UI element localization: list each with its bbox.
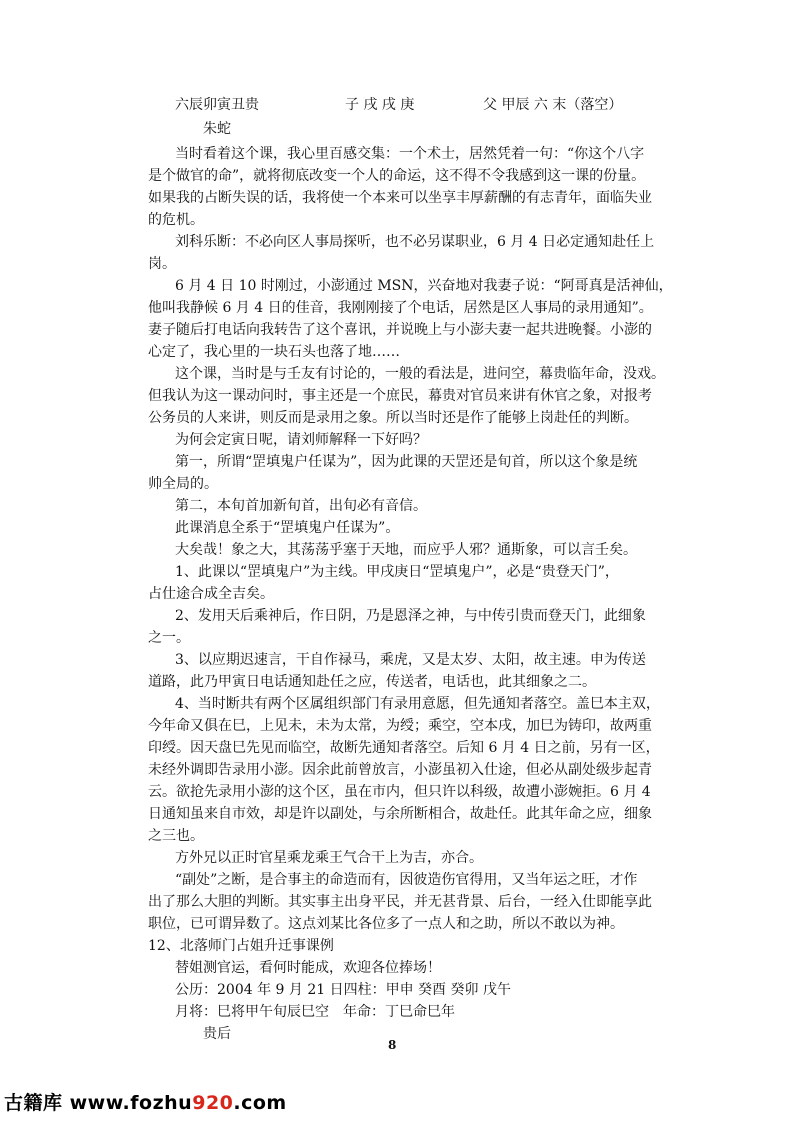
header-col-1: 六辰卯寅丑贵 bbox=[175, 97, 259, 113]
site-watermark[interactable] bbox=[4, 1088, 287, 1115]
body-line: 占仕途合成全吉矣。 bbox=[148, 586, 274, 602]
body-line: 4、当时断共有两个区属组织部门有录用意愿，但先通知者落空。盖巳本主双， bbox=[175, 696, 660, 712]
body-line: 今年命又俱在巳，上见未，未为太常，为绶；乘空，空本戌，加巳为铸印，故两重 bbox=[148, 718, 652, 734]
body-line: 云。欲抢先录用小澎的这个区，虽在市内，但只许以科级，故遭小澎婉拒。6 月 4 bbox=[148, 784, 651, 800]
body-line: 第一，所谓“罡填鬼户任谋为”，因为此课的天罡还是旬首，所以这个象是统 bbox=[175, 454, 638, 470]
body-line: 但我认为这一课动问时，事主还是一个庶民，幕贵对官员来讲有休官之象，对报考 bbox=[148, 388, 652, 404]
body-line: 替姐测官运，看何时能成，欢迎各位捧场！ bbox=[175, 960, 441, 976]
body-line: 心定了，我心里的一块石头也落了地…… bbox=[148, 344, 400, 360]
body-line: 他叫我静候 6 月 4 日的佳音，我刚刚接了个电话，居然是区人事局的录用通知”。 bbox=[148, 300, 653, 316]
body-line: 日通知虽来自市效，却是许以副处，与余所断相合，故赴任。此其年命之应，细象 bbox=[148, 806, 652, 822]
body-line: 第二，本旬首加新旬首，出旬必有音信。 bbox=[175, 498, 427, 514]
header-col-3: 父 甲辰 六 末（落空） bbox=[483, 97, 623, 113]
body-line: 方外兄以正时官星乘龙乘王气合干上为吉，亦合。 bbox=[175, 850, 483, 866]
site-suffix: .com bbox=[233, 1092, 287, 1114]
section-heading: 12、北落师门占姐升迁事课例 bbox=[148, 938, 334, 954]
body-line: 2、发用天后乘神后，作日阴，乃是恩泽之神，与中传引贵而登天门，此细象 bbox=[175, 608, 646, 624]
body-line: 贵后 bbox=[203, 1026, 231, 1042]
body-line: 3、以应期迟速言，干自作禄马，乘虎，又是太岁、太阳，故主速。申为传送 bbox=[175, 652, 646, 668]
header-col-2: 子 戌 戌 庚 bbox=[345, 97, 415, 113]
body-line: 这个课，当时是与壬友有讨论的，一般的看法是，进问空，幕贵临年命，没戏。 bbox=[175, 366, 665, 382]
body-line: 道路，此乃甲寅日电话通知赴任之应，传送者，电话也，此其细象之二。 bbox=[148, 674, 596, 690]
body-line: 帅全局的。 bbox=[148, 476, 218, 492]
body-line: 职位，已可谓异数了。这点刘某比各位多了一点人和之助，所以不敢以为神。 bbox=[148, 916, 624, 932]
site-label: 古籍库 www.fozhu bbox=[4, 1092, 193, 1114]
site-number: 920 bbox=[192, 1092, 234, 1114]
body-line: 出了那么大胆的判断。其实事主出身平民，并无甚背景、后台，一经入仕即能享此 bbox=[148, 894, 652, 910]
body-line: 之一。 bbox=[148, 630, 190, 646]
body-line: 是个做官的命”，就将彻底改变一个人的命运，这不得不令我感到这一课的份量。 bbox=[148, 168, 646, 184]
body-line: 岗。 bbox=[148, 256, 176, 272]
body-line: 未经外调即告录用小澎。因余此前曾放言，小澎虽初入仕途，但必从副处级步起青 bbox=[148, 762, 652, 778]
body-line: 妻子随后打电话向我转告了这个喜讯，并说晚上与小澎夫妻一起共进晚餐。小澎的 bbox=[148, 322, 652, 338]
body-line: 1、此课以“罡填鬼户”为主线。甲戌庚日“罡填鬼户”，必是“贵登天门”， bbox=[175, 564, 619, 580]
body-line: 之三也。 bbox=[148, 828, 204, 844]
body-line: 刘科乐断：不必向区人事局探听，也不必另谋职业，6 月 4 日必定通知赴任上 bbox=[175, 234, 655, 250]
body-line: 此课消息全系于“罡填鬼户任谋为”。 bbox=[175, 520, 400, 536]
body-line: 公务员的人来讲，则反而是录用之象。所以当时还是作了能够上岗赴任的判断。 bbox=[148, 410, 638, 426]
body-line: 为何会定寅日呢，请刘师解释一下好吗？ bbox=[175, 432, 427, 448]
header-col-4: 朱蛇 bbox=[203, 121, 231, 137]
body-line: “副处”之断，是合事主的命造而有，因彼造伤官得用，又当年运之旺，才作 bbox=[175, 872, 638, 888]
body-line: 大矣哉！象之大，其荡荡乎塞于天地，而应乎人邪？通斯象，可以言壬矣。 bbox=[175, 542, 637, 558]
body-line: 印绶。因天盘巳先见而临空，故断先通知者落空。后知 6 月 4 日之前，另有一区， bbox=[148, 740, 660, 756]
body-line: 的危机。 bbox=[148, 212, 204, 228]
body-line: 当时看着这个课，我心里百感交集：一个术士，居然凭着一句：“你这个八字 bbox=[175, 146, 645, 162]
body-line: 月将：巳将甲午旬辰巳空 年命：丁巳命巳年 bbox=[175, 1004, 455, 1020]
body-line: 6 月 4 日 10 时刚过，小澎通过 MSN，兴奋地对我妻子说：“阿哥真是活神仙， bbox=[175, 278, 673, 294]
body-line: 公历：2004 年 9 月 21 日四柱：甲申 癸酉 癸卯 戊午 bbox=[175, 982, 511, 998]
body-line: 如果我的占断失误的话，我将使一个本来可以坐享丰厚薪酬的有志青年，面临失业 bbox=[148, 190, 652, 206]
page-number: 8 bbox=[388, 1038, 397, 1052]
